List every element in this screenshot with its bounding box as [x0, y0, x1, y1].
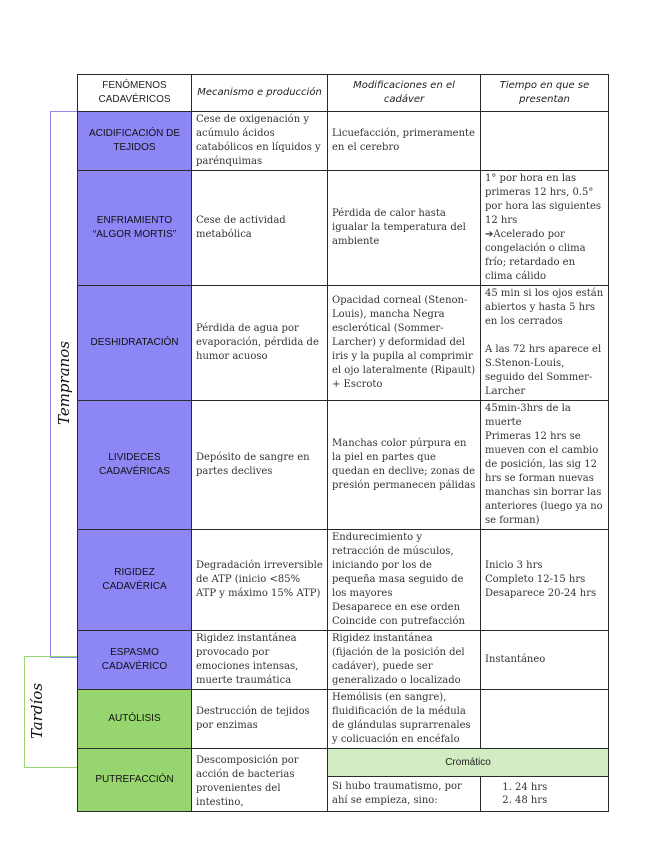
- table-row: [78, 749, 609, 777]
- cell-modificaciones: Opacidad corneal (Stenon-Louis), mancha Negra esclerótical (Sommer-Larcher) y deformidad del iris y la pupila al comprimir el ojo lateralmente (Ripault) + Escroto: [328, 286, 481, 401]
- header-fenomenos: FENÓMENOS CADAVÉRICOS: [78, 75, 192, 112]
- cell-mecanismo: Descomposición por acción de bacterias provenientes del intestino,: [192, 749, 328, 812]
- cell-mecanismo: Destrucción de tejidos por enzimas: [192, 690, 328, 749]
- cell-modificaciones: Hemólisis (en sangre), fluidificación de la médula de glándulas suprarrenales y colicuación en encéfalo: [328, 690, 481, 749]
- tiempo-list: [485, 781, 604, 807]
- header-tiempo: Tiempo en que se presentan: [481, 75, 609, 112]
- header-row: [78, 75, 609, 112]
- cell-tiempo: [481, 112, 609, 171]
- list-item: 2. 48 hrs: [515, 794, 604, 807]
- cromatico-header: Cromático: [328, 749, 609, 777]
- cell-mecanismo: Cese de actividad metabólica: [192, 171, 328, 286]
- table-row: [78, 631, 609, 690]
- cell-tiempo: [481, 777, 609, 812]
- cell-tiempo: [481, 286, 609, 401]
- row-name: RIGIDEZ CADAVÉRICA: [78, 530, 192, 631]
- cell-tiempo: 45min-3hrs de la muerte Primeras 12 hrs se mueven con el cambio de posición, las sig 12 hrs se forman nuevas manchas sin borrar las anteriores (luego ya no se forman): [481, 401, 609, 530]
- table-row: [78, 286, 609, 401]
- cell-mecanismo: Degradación irreversible de ATP (inicio <85% ATP y máximo 15% ATP): [192, 530, 328, 631]
- row-name: ESPASMO CADAVÉRICO: [78, 631, 192, 690]
- tiempo-ojos-abiertos: 45 min si los ojos están abiertos y hasta 5 hrs en los cerrados: [485, 288, 604, 327]
- row-name: LIVIDECES CADAVÉRICAS: [78, 401, 192, 530]
- table-row: [78, 401, 609, 530]
- cell-mecanismo: Cese de oxigenación y acúmulo ácidos catabólicos en líquidos y parénquimas: [192, 112, 328, 171]
- list-item: 1. 24 hrs: [515, 781, 604, 794]
- cell-modificaciones: Rigidez instantánea (fijación de la posición del cadáver), puede ser generalizado o localizado: [328, 631, 481, 690]
- cell-modificaciones: Manchas color púrpura en la piel en partes que quedan en declive; zonas de presión permanecen pálidas: [328, 401, 481, 530]
- table-row: [78, 171, 609, 286]
- row-name: DESHIDRATACIÓN: [78, 286, 192, 401]
- row-name: ACIDIFICACIÓN DE TEJIDOS: [78, 112, 192, 171]
- cell-modificaciones: Licuefacción, primeramente en el cerebro: [328, 112, 481, 171]
- cell-mecanismo: Pérdida de agua por evaporación, pérdida de humor acuoso: [192, 286, 328, 401]
- cell-modificaciones: Pérdida de calor hasta igualar la temperatura del ambiente: [328, 171, 481, 286]
- cell-modificaciones: Endurecimiento y retracción de músculos, iniciando por los de pequeña masa seguido de los mayores Desaparece en ese orden Coincide con putrefacción: [328, 530, 481, 631]
- spacer: [485, 329, 604, 343]
- row-name: ENFRIAMIENTO “ALGOR MORTIS”: [78, 171, 192, 286]
- row-name: PUTREFACCIÓN: [78, 749, 192, 812]
- cell-mecanismo: Depósito de sangre en partes declives: [192, 401, 328, 530]
- cell-mecanismo: Rigidez instantánea provocado por emociones intensas, muerte traumática: [192, 631, 328, 690]
- cell-modificaciones: Si hubo traumatismo, por ahí se empieza, sino:: [328, 777, 481, 812]
- header-modificaciones: Modificaciones en el cadáver: [328, 75, 481, 112]
- table-row: [78, 112, 609, 171]
- fenomenos-table: [77, 74, 609, 812]
- row-name: AUTÓLISIS: [78, 690, 192, 749]
- table-row: [78, 530, 609, 631]
- cell-tiempo: Instantáneo: [481, 631, 609, 690]
- cell-tiempo: 1° por hora en las primeras 12 hrs, 0.5° por hora las siguientes 12 hrs ➔Acelerado por congelación o clima frío; retardado en clima cálido: [481, 171, 609, 286]
- table-row: [78, 690, 609, 749]
- tiempo-72hrs: A las 72 hrs aparece el S.Stenon-Louis, seguido del Sommer-Larcher: [485, 344, 602, 397]
- header-mecanismo: Mecanismo e producción: [192, 75, 328, 112]
- group-label-tardios: Tardíos: [28, 682, 46, 740]
- cell-tiempo: [481, 690, 609, 749]
- group-label-tempranos: Tempranos: [55, 340, 73, 426]
- cell-tiempo: Inicio 3 hrs Completo 12-15 hrs Desaparece 20-24 hrs: [481, 530, 609, 631]
